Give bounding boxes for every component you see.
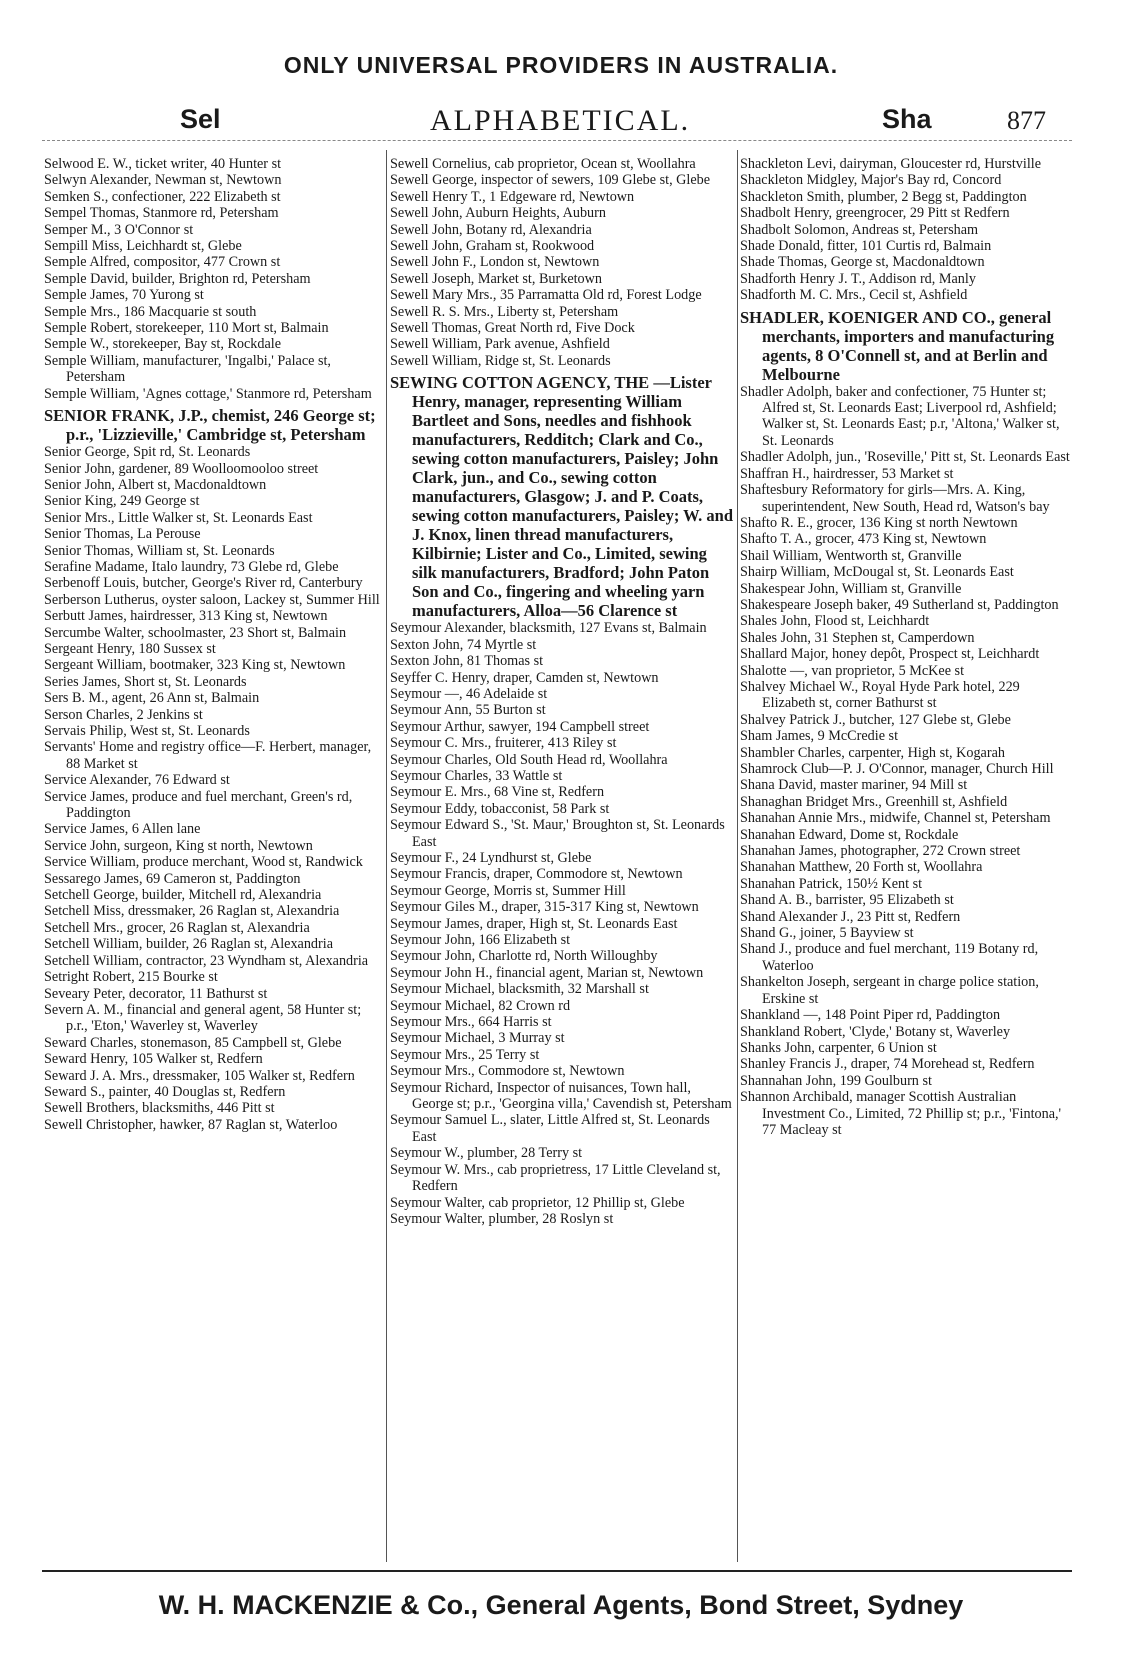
- directory-entry: Shalvey Michael W., Royal Hyde Park hotel, 229 Elizabeth st, corner Bathurst st: [740, 678, 1020, 712]
- running-header: [180, 104, 1046, 138]
- directory-entry: Serson Charles, 2 Jenkins st: [44, 706, 203, 723]
- directory-column-1: [44, 156, 382, 1133]
- directory-entry: Seward S., painter, 40 Douglas st, Redfern: [44, 1083, 286, 1100]
- directory-entry: Serberson Lutherus, oyster saloon, Lackey st, Summer Hill: [44, 591, 380, 608]
- directory-entry: Shairp William, McDougal st, St. Leonards East: [740, 564, 1014, 581]
- directory-entry: Senior Thomas, William st, St. Leonards: [44, 542, 275, 559]
- directory-entry: Serbutt James, hairdresser, 313 King st, Newtown: [44, 608, 328, 625]
- directory-entry: Semple Mrs., 186 Macquarie st south: [44, 303, 257, 320]
- directory-entry: Sewell Mary Mrs., 35 Parramatta Old rd, Forest Lodge: [390, 287, 702, 304]
- directory-entry: Series James, Short st, St. Leonards: [44, 673, 247, 690]
- directory-entry: Shanahan James, photographer, 272 Crown street: [740, 843, 1021, 860]
- directory-entry: Shade Donald, fitter, 101 Curtis rd, Balmain: [740, 238, 992, 255]
- directory-entry: Shana David, master mariner, 94 Mill st: [740, 777, 968, 794]
- directory-entry: Shankelton Joseph, sergeant in charge police station, Erskine st: [740, 974, 1039, 1007]
- directory-entry: Seymour Charles, Old South Head rd, Woollahra: [390, 751, 668, 768]
- directory-entry: Sewell John, Auburn Heights, Auburn: [390, 205, 606, 222]
- directory-entry: Setchell Mrs., grocer, 26 Raglan st, Alexandria: [44, 919, 310, 936]
- directory-entry: Shafto T. A., grocer, 473 King st, Newtown: [740, 531, 987, 548]
- directory-entry: Sewell John F., London st, Newtown: [390, 254, 600, 271]
- directory-entry: Service James, produce and fuel merchant, Green's rd, Paddington: [44, 788, 353, 822]
- directory-entry: Seymour Walter, plumber, 28 Roslyn st: [390, 1210, 614, 1227]
- directory-entry: Service James, 6 Allen lane: [44, 821, 201, 838]
- directory-entry: Selwood E. W., ticket writer, 40 Hunter st: [44, 156, 282, 172]
- directory-entry: Shales John, 31 Stephen st, Camperdown: [740, 629, 975, 646]
- header-rule: [42, 140, 1072, 141]
- directory-entry: Sempill Miss, Leichhardt st, Glebe: [44, 238, 242, 255]
- directory-entry: Shanahan Patrick, 150½ Kent st: [740, 875, 923, 892]
- directory-entry: Shadforth M. C. Mrs., Cecil st, Ashfield: [740, 287, 968, 304]
- directory-entry: Severn A. M., financial and general agent, 58 Hunter st; p.r., 'Eton,' Waverley st, Waverley: [44, 1001, 362, 1035]
- directory-entry: Serbenoff Louis, butcher, George's River rd, Canterbury: [44, 575, 363, 592]
- directory-entry: Semple W., storekeeper, Bay st, Rockdale: [44, 336, 282, 353]
- directory-entry: Sewell John, Graham st, Rookwood: [390, 238, 595, 255]
- directory-entry: Shalvey Patrick J., butcher, 127 Glebe st, Glebe: [740, 711, 1011, 728]
- directory-entry: Seymour Walter, cab proprietor, 12 Phillip st, Glebe: [390, 1194, 685, 1211]
- directory-entry: Seymour Mrs., 25 Terry st: [390, 1046, 540, 1063]
- directory-entry: Seymour John, 166 Elizabeth st: [390, 932, 571, 948]
- directory-entry: Seymour Mrs., Commodore st, Newtown: [390, 1063, 625, 1080]
- directory-entry: Seymour John H., financial agent, Marian st, Newtown: [390, 964, 704, 981]
- directory-entry: Senior John, gardener, 89 Woolloomooloo street: [44, 460, 319, 477]
- directory-entry: Shanaghan Bridget Mrs., Greenhill st, Ashfield: [740, 793, 1008, 810]
- directory-entry: Sewell George, inspector of sewers, 109 Glebe st, Glebe: [390, 172, 711, 189]
- directory-entry: Shanahan Annie Mrs., midwife, Channel st, Petersham: [740, 810, 1051, 827]
- directory-entry: Seymour Arthur, sawyer, 194 Campbell street: [390, 718, 650, 735]
- directory-entry: Shanks John, carpenter, 6 Union st: [740, 1039, 937, 1056]
- directory-entry: Shackleton Midgley, Major's Bay rd, Concord: [740, 172, 1002, 189]
- directory-entry: Sempel Thomas, Stanmore rd, Petersham: [44, 205, 279, 222]
- column-divider: [386, 150, 387, 1562]
- directory-entry: Seymour F., 24 Lyndhurst st, Glebe: [390, 849, 592, 866]
- directory-entry: Seymour George, Morris st, Summer Hill: [390, 882, 626, 899]
- directory-entry: Sewell Joseph, Market st, Burketown: [390, 270, 602, 287]
- directory-entry: Semken S., confectioner, 222 Elizabeth st: [44, 188, 281, 205]
- directory-entry: Sewell Christopher, hawker, 87 Raglan st, Waterloo: [44, 1116, 338, 1133]
- directory-entry: Senior Thomas, La Perouse: [44, 526, 201, 543]
- directory-entry: Seymour Richard, Inspector of nuisances, Town hall, George st; p.r., 'Georgina villa,' Cavendish st, Petersham: [390, 1079, 732, 1113]
- directory-entry: Shakespear John, William st, Granville: [740, 580, 962, 597]
- directory-entry: Seymour W. Mrs., cab proprietress, 17 Little Cleveland st, Redfern: [390, 1161, 721, 1195]
- directory-entry: Setright Robert, 215 Bourke st: [44, 969, 218, 986]
- directory-entry: Sewell Henry T., 1 Edgeware rd, Newtown: [390, 188, 635, 205]
- directory-entry: Seymour Michael, 3 Murray st: [390, 1030, 565, 1047]
- directory-entry: Shanahan Edward, Dome st, Rockdale: [740, 826, 959, 843]
- directory-entry: Setchell George, builder, Mitchell rd, Alexandria: [44, 887, 322, 904]
- directory-entry: Seymour C. Mrs., fruiterer, 413 Riley st: [390, 735, 617, 752]
- directory-entry: Sewell William, Ridge st, St. Leonards: [390, 352, 611, 369]
- directory-entry: Seymour Michael, 82 Crown rd: [390, 997, 571, 1014]
- directory-entry: Shannon Archibald, manager Scottish Australian Investment Co., Limited, 72 Phillip st; p.r., 'Fintona,' 77 Macleay st: [740, 1089, 1062, 1138]
- directory-column-3: [740, 156, 1072, 1138]
- directory-entry: Service William, produce merchant, Wood st, Randwick: [44, 854, 363, 871]
- directory-entry: Shallard Major, honey depôt, Prospect st, Leichhardt: [740, 646, 1040, 663]
- directory-entry: Shamrock Club—P. J. O'Connor, manager, Church Hill: [740, 761, 1054, 777]
- directory-entry: Shand G., joiner, 5 Bayview st: [740, 925, 914, 942]
- directory-entry: SHADLER, KOENIGER AND CO., general merchants, importers and manufacturing agents, 8 O'Connell st, and at Berlin and Melbourne: [740, 307, 1055, 384]
- directory-entry: Setchell William, builder, 26 Raglan st, Alexandria: [44, 936, 333, 953]
- directory-entry: Servants' Home and registry office—F. Herbert, manager, 88 Market st: [44, 739, 372, 772]
- directory-entry: Seymour E. Mrs., 68 Vine st, Redfern: [390, 784, 605, 801]
- directory-entry: Sergeant Henry, 180 Sussex st: [44, 640, 216, 657]
- directory-entry: Shackleton Smith, plumber, 2 Begg st, Paddington: [740, 188, 1027, 205]
- directory-entry: Serafine Madame, Italo laundry, 73 Glebe rd, Glebe: [44, 558, 339, 575]
- directory-entry: Shalotte —, van proprietor, 5 McKee st: [740, 662, 965, 679]
- header-left-guide-word: Sel: [180, 104, 221, 134]
- directory-entry: Shankland —, 148 Point Piper rd, Paddington: [740, 1007, 1001, 1024]
- directory-entry: Semple William, manufacturer, 'Ingalbi,' Palace st, Petersham: [44, 352, 331, 386]
- directory-entry: Semple Robert, storekeeper, 110 Mort st, Balmain: [44, 320, 329, 337]
- directory-entry: Seymour James, draper, High st, St. Leonards East: [390, 915, 678, 932]
- directory-entry: Senior Mrs., Little Walker st, St. Leonards East: [44, 509, 313, 526]
- directory-entry: Service Alexander, 76 Edward st: [44, 772, 230, 789]
- directory-entry: Senior King, 249 George st: [44, 493, 200, 510]
- directory-entry: Seymour Giles M., draper, 315-317 King st, Newtown: [390, 899, 699, 916]
- page-banner: ONLY UNIVERSAL PROVIDERS IN AUSTRALIA.: [283, 52, 839, 78]
- directory-entry: Sexton John, 81 Thomas st: [390, 653, 544, 670]
- directory-entry: Shakespeare Joseph baker, 49 Sutherland st, Paddington: [740, 596, 1059, 613]
- directory-entry: Sexton John, 74 Myrtle st: [390, 636, 537, 653]
- directory-entry: Semper M., 3 O'Connor st: [44, 221, 194, 238]
- directory-entry: Sewell Brothers, blacksmiths, 446 Pitt st: [44, 1100, 275, 1117]
- page-number: 877: [1007, 106, 1046, 135]
- directory-entry: Sessarego James, 69 Cameron st, Paddington: [44, 870, 301, 887]
- directory-entry: Seymour Michael, blacksmith, 32 Marshall st: [390, 981, 649, 998]
- directory-column-2: [390, 156, 734, 1227]
- footer-rule: [42, 1570, 1072, 1572]
- directory-entry: Semple William, 'Agnes cottage,' Stanmore rd, Petersham: [44, 385, 372, 402]
- directory-entry: SEWING COTTON AGENCY, THE —Lister Henry, manager, representing William Bartleet and Sons, needles and fishhook manufacturers, Redditch; Clark and Co., sewing cotton manufacturers, Paisley; John Clark, jun., and Co., sewing cotton manufacturers, Glasgow; J. and P. Coats, sewing cotton manufacturers, Paisley; W. and J. Knox, linen thread manufacturers, Kilbirnie; Lister and Co., Limited, sewing silk manufacturers, Bradford; John Paton Son and Co., fingering and wheeling yarn manufacturers, Alloa—56 Clarence st: [390, 373, 733, 621]
- directory-entry: Shadforth Henry J. T., Addison rd, Manly: [740, 270, 976, 287]
- directory-entry: Sham James, 9 McCredie st: [740, 728, 899, 745]
- directory-entry: Seymour Ann, 55 Burton st: [390, 702, 546, 719]
- directory-entry: Servais Philip, West st, St. Leonards: [44, 723, 250, 739]
- directory-entry: Shanahan Matthew, 20 Forth st, Woollahra: [740, 859, 983, 876]
- directory-entry: Sewell Thomas, Great North rd, Five Dock: [390, 320, 635, 337]
- directory-entry: Sewell R. S. Mrs., Liberty st, Petersham: [390, 303, 619, 320]
- directory-entry: Sewell William, Park avenue, Ashfield: [390, 336, 610, 353]
- directory-entry: Seymour John, Charlotte rd, North Willoughby: [390, 948, 658, 965]
- directory-entry: Shand J., produce and fuel merchant, 119 Botany rd, Waterloo: [740, 941, 1039, 974]
- directory-entry: Shade Thomas, George st, Macdonaldtown: [740, 254, 985, 271]
- directory-entry: Seymour Mrs., 664 Harris st: [390, 1014, 552, 1031]
- directory-entry: Seymour Edward S., 'St. Maur,' Broughton st, St. Leonards East: [390, 817, 725, 850]
- directory-entry: Seymour Francis, draper, Commodore st, Newtown: [390, 866, 683, 883]
- directory-entry: Sewell John, Botany rd, Alexandria: [390, 221, 592, 238]
- directory-entry: Selwyn Alexander, Newman st, Newtown: [44, 172, 282, 189]
- directory-entry: Semple Alfred, compositor, 477 Crown st: [44, 254, 281, 271]
- directory-entry: Seward J. A. Mrs., dressmaker, 105 Walker st, Redfern: [44, 1067, 355, 1084]
- column-divider: [737, 150, 738, 1562]
- directory-entry: Sers B. M., agent, 26 Ann st, Balmain: [44, 690, 260, 707]
- directory-entry: Service John, surgeon, King st north, Newtown: [44, 837, 313, 854]
- directory-entry: Senior George, Spit rd, St. Leonards: [44, 444, 251, 461]
- directory-entry: Seymour Eddy, tobacconist, 58 Park st: [390, 800, 610, 817]
- directory-entry: Seward Henry, 105 Walker st, Redfern: [44, 1051, 263, 1068]
- directory-entry: Semple James, 70 Yurong st: [44, 287, 204, 304]
- directory-entry: Seymour Samuel L., slater, Little Alfred st, St. Leonards East: [390, 1112, 710, 1145]
- directory-entry: Shadbolt Henry, greengrocer, 29 Pitt st Redfern: [740, 205, 1010, 222]
- directory-entry: Sercumbe Walter, schoolmaster, 23 Short st, Balmain: [44, 624, 347, 641]
- directory-entry: Shadbolt Solomon, Andreas st, Petersham: [740, 221, 979, 238]
- directory-entry: Shand Alexander J., 23 Pitt st, Redfern: [740, 908, 961, 925]
- page-footer-advert: W. H. MACKENZIE & Co., General Agents, Bond Street, Sydney: [158, 1590, 964, 1620]
- directory-entry: Sergeant William, bootmaker, 323 King st, Newtown: [44, 657, 346, 674]
- directory-entry: Shales John, Flood st, Leichhardt: [740, 613, 930, 630]
- directory-entry: Seymour Charles, 33 Wattle st: [390, 767, 563, 784]
- directory-entry: Seveary Peter, decorator, 11 Bathurst st: [44, 985, 268, 1002]
- header-right-guide-word: Sha: [882, 104, 932, 134]
- directory-entry: Shankland Robert, 'Clyde,' Botany st, Waverley: [740, 1023, 1011, 1040]
- directory-entry: Shail William, Wentworth st, Granville: [740, 547, 962, 564]
- directory-entry: Shand A. B., barrister, 95 Elizabeth st: [740, 892, 954, 909]
- directory-entry: Seyffer C. Henry, draper, Camden st, Newtown: [390, 669, 659, 686]
- directory-entry: Shannahan John, 199 Goulburn st: [740, 1072, 932, 1089]
- directory-entry: Semple David, builder, Brighton rd, Petersham: [44, 270, 311, 287]
- directory-entry: Setchell William, contractor, 23 Wyndham st, Alexandria: [44, 952, 369, 969]
- directory-entry: Senior John, Albert st, Macdonaldtown: [44, 476, 267, 493]
- directory-entry: Shaftesbury Reformatory for girls—Mrs. A. King, superintendent, New South, Head rd, Watson's bay: [740, 482, 1050, 515]
- directory-entry: Shambler Charles, carpenter, High st, Kogarah: [740, 744, 1005, 761]
- directory-entry: Shadler Adolph, baker and confectioner, 75 Hunter st; Alfred st, St. Leonards East; Liverpool rd, Ashfield; Walker st, St. Leonards East; p.r, 'Altona,' Walker st, St. Leonards: [740, 383, 1060, 449]
- directory-entry: Setchell Miss, dressmaker, 26 Raglan st, Alexandria: [44, 903, 340, 920]
- directory-entry: Seymour W., plumber, 28 Terry st: [390, 1145, 583, 1162]
- directory-entry: Seward Charles, stonemason, 85 Campbell st, Glebe: [44, 1034, 342, 1051]
- directory-entry: Seymour Alexander, blacksmith, 127 Evans st, Balmain: [390, 620, 707, 637]
- directory-entry: Shanley Francis J., draper, 74 Morehead st, Redfern: [740, 1056, 1035, 1073]
- directory-entry: SENIOR FRANK, J.P., chemist, 246 George st; p.r., 'Lizzieville,' Cambridge st, Petersham: [44, 406, 376, 445]
- header-section-title: ALPHABETICAL.: [430, 104, 691, 137]
- directory-entry: Shaffran H., hairdresser, 53 Market st: [740, 465, 954, 482]
- directory-entry: Shadler Adolph, jun., 'Roseville,' Pitt st, St. Leonards East: [740, 449, 1070, 466]
- directory-entry: Seymour —, 46 Adelaide st: [390, 685, 548, 702]
- directory-entry: Shackleton Levi, dairyman, Gloucester rd, Hurstville: [740, 156, 1042, 172]
- directory-entry: Shafto R. E., grocer, 136 King st north Newtown: [740, 514, 1018, 531]
- directory-entry: Sewell Cornelius, cab proprietor, Ocean st, Woollahra: [390, 156, 696, 172]
